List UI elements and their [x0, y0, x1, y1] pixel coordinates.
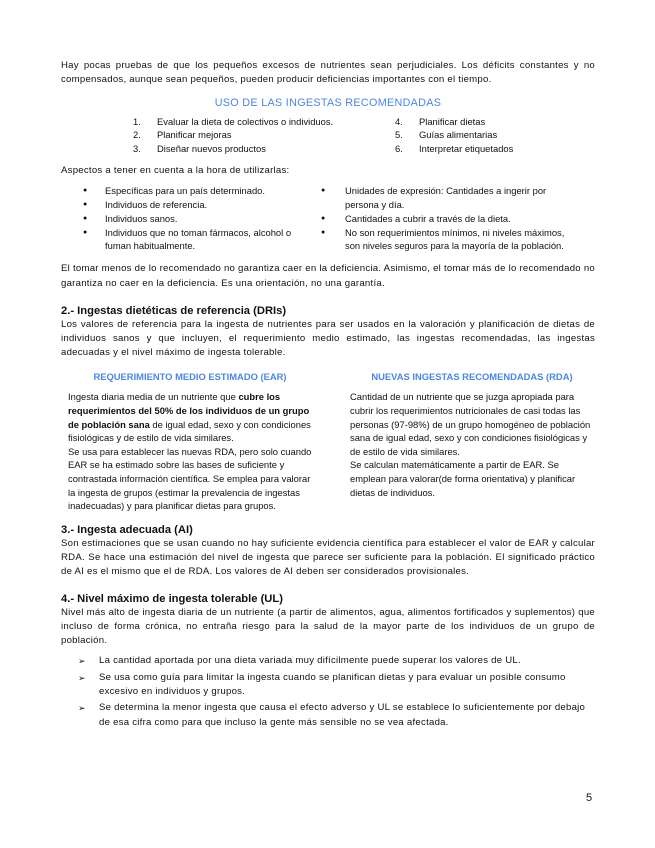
- section-heading: 3.- Ingesta adecuada (AI): [61, 523, 193, 536]
- list-item: ➢ Se usa como guía para limitar la ingesta cuando se planifican dietas y para evaluar un posible consumo excesivo en individuos y grupos.: [61, 671, 595, 700]
- uses-title: USO DE LAS INGESTAS RECOMENDADAS: [214, 96, 442, 109]
- document-page: [61, 59, 595, 732]
- ear-definition: Ingesta diaria media de un nutriente que cubre los requerimientos del 50% de los individuos de un grupo de población sana de igual edad, sexo y con condiciones fisiológicas y de estilo de vida similares.: [68, 391, 311, 444]
- list-item: ● Individuos sanos.: [61, 212, 313, 226]
- list-item: ➢ Se determina la menor ingesta que causa el efecto adverso y UL se establece lo suficientemente por debajo de esa cifra como para que incluso la gente más sensible no se vea afectada.: [61, 701, 595, 730]
- aspects-column-right: [321, 184, 573, 253]
- intro-paragraph: Hay pocas pruebas de que los pequeños excesos de nutrientes sean perjudiciales. Los déficits constantes y no compensados, aunque sean pequeños, pueden producir deficiencias importantes con el tiempo.: [61, 60, 595, 86]
- definitions-columns: [61, 370, 595, 513]
- aspects-heading: Aspectos a tener en cuenta a la hora de utilizarlas:: [61, 164, 290, 176]
- ear-title: REQUERIMIENTO MEDIO ESTIMADO (EAR): [93, 370, 287, 382]
- aspects-list: [61, 184, 595, 253]
- list-item: ● Unidades de expresión: Cantidades a ingerir por persona y día.: [321, 184, 573, 212]
- ul-points-list: [61, 654, 595, 729]
- list-item: 1. Evaluar la dieta de colectivos o individuos.: [133, 115, 334, 127]
- section-ul: [61, 592, 595, 730]
- uses-list: [61, 115, 595, 156]
- rda-definition: Cantidad de un nutriente que se juzga apropiada para cubrir los requerimientos nutricionales de casi todas las personas (97-98%) de un grupo homogéneo de población sana de igual edad, sexo y con condiciones fisiológicas y de estilo de vida similares.: [350, 391, 591, 457]
- warning-paragraph: El tomar menos de lo recomendado no garantiza caer en la deficiencia. Asimismo, el tomar más de lo recomendado no garantiza no caer en la deficiencia. Es una orientación, no una garantía.: [61, 263, 595, 289]
- ear-usage: Se usa para establecer las nuevas RDA, pero solo cuando EAR se ha estimado sobre las bases de suficiente y contrastada información científica. Se emplea para valorar la ingesta de grupos (estimar la prevalencia de ingestas inadecuadas) y para planificar dietas para grupos.: [68, 445, 312, 512]
- rda-usage: Se calculan matemáticamente a partir de EAR. Se emplean para valorar(de forma orientativa) y planificar dietas de individuos.: [350, 459, 576, 498]
- section-heading: 4.- Nivel máximo de ingesta tolerable (UL): [61, 592, 283, 605]
- list-item: 3. Diseñar nuevos productos: [133, 143, 266, 155]
- aspects-column-left: [61, 184, 313, 253]
- section-heading: 2.- Ingestas dietéticas de referencia (DRIs): [61, 304, 287, 317]
- list-item: ● Cantidades a cubrir a través de la dieta.: [321, 212, 573, 226]
- section-text: Nivel más alto de ingesta diaria de un nutriente (a partir de alimentos, agua, alimentos fortificados y suplementos) que incluso de forma crónica, no entraña riesgo para la salud de la mayor parte de los individuos de un grupo de población.: [61, 606, 595, 647]
- rda-column: [350, 370, 594, 513]
- ear-column: [68, 370, 312, 513]
- section-text: Los valores de referencia para la ingesta de nutrientes para ser usados en la valoración y planificación de dietas de individuos sanos y que incluyen, el requerimiento medio estimado, las ingestas recomendadas, las ingestas adecuadas y el nivel máximo de ingesta tolerable.: [61, 318, 595, 359]
- list-item: ● Individuos que no toman fármacos, alcohol o fuman habitualmente.: [61, 226, 313, 254]
- section-text: Son estimaciones que se usan cuando no hay suficiente evidencia científica para establecer el valor de EAR y calcular RDA. Se hace una estimación del nivel de ingesta que parece ser suficiente para la población. El significado práctico de AI es el mismo que el de RDA. Los valores de AI deben ser considerados provisionales.: [61, 537, 595, 578]
- list-item: ● Específicas para un país determinado.: [61, 184, 313, 198]
- uses-column-left: [133, 115, 395, 156]
- uses-column-right: [395, 115, 575, 156]
- section-dris: [61, 304, 595, 361]
- page-number: 5: [586, 792, 593, 804]
- list-item: 6. Interpretar etiquetados: [395, 143, 514, 155]
- section-ai: [61, 523, 595, 580]
- rda-title: NUEVAS INGESTAS RECOMENDADAS (RDA): [371, 370, 573, 382]
- list-item: 2. Planificar mejoras: [133, 129, 232, 141]
- list-item: ● No son requerimientos mínimos, ni niveles máximos, son niveles seguros para la mayoría de la población.: [321, 226, 573, 254]
- list-item: 5. Guías alimentarias: [395, 129, 498, 141]
- list-item: 4. Planificar dietas: [395, 115, 486, 127]
- list-item: ➢ La cantidad aportada por una dieta variada muy difícilmente puede superar los valores de UL.: [61, 654, 595, 668]
- list-item: ● Individuos de referencia.: [61, 198, 313, 212]
